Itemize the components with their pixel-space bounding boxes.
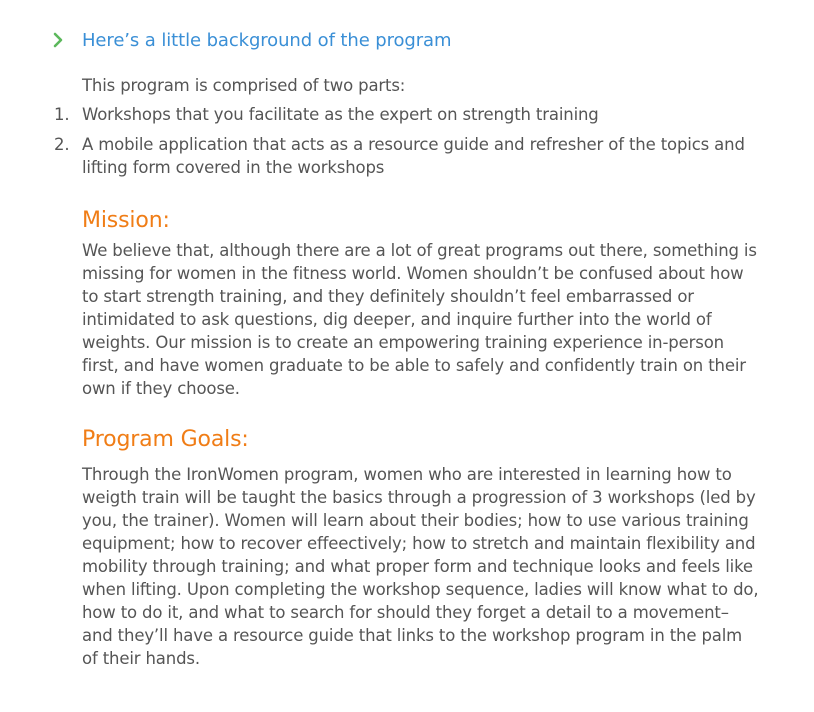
parts-list xyxy=(54,103,762,179)
accordion-header[interactable] xyxy=(52,27,451,53)
list-number: 1. xyxy=(54,105,70,124)
chevron-right-icon[interactable] xyxy=(52,27,82,53)
list-item xyxy=(54,133,762,179)
program-goals-heading: Program Goals: xyxy=(82,427,249,452)
accordion-title[interactable]: Here’s a little background of the program xyxy=(82,29,452,51)
mission-heading: Mission: xyxy=(82,208,170,233)
list-item-text: A mobile application that acts as a resource guide and refresher of the topics and lifting form covered in the workshops xyxy=(82,135,745,177)
list-number: 2. xyxy=(54,135,70,154)
program-goals-text: Through the IronWomen program, women who are interested in learning how to weigth train will be taught the basics through a progression of 3 workshops (led by you, the trainer). Women will learn about their bodies; how to use various training equipment; how to recover effeectively; how to stretch and maintain flexibility and mobility through training; and what proper form and technique looks and feels like when lifting. Upon completing the workshop sequence, ladies will know what to do, how to do it, and what to search for should they forget a detail to a movement– and they’ll have a resource guide that links to the workshop program in the palm of their hands. xyxy=(82,465,759,668)
list-item xyxy=(54,103,762,126)
accordion-content xyxy=(54,74,762,670)
mission-text: We believe that, although there are a lot of great programs out there, something is missing for women in the fitness world. Women shouldn’t be confused about how to start strength training, and they definitely shouldn’t feel embarrassed or intimidated to ask questions, dig deeper, and inquire further into the world of weights. Our mission is to create an empowering training experience in-person first, and have women graduate to be able to safely and confidently train on their own if they choose. xyxy=(82,241,757,398)
list-item-text: Workshops that you facilitate as the expert on strength training xyxy=(82,105,599,124)
intro-text: This program is comprised of two parts: xyxy=(82,76,406,95)
